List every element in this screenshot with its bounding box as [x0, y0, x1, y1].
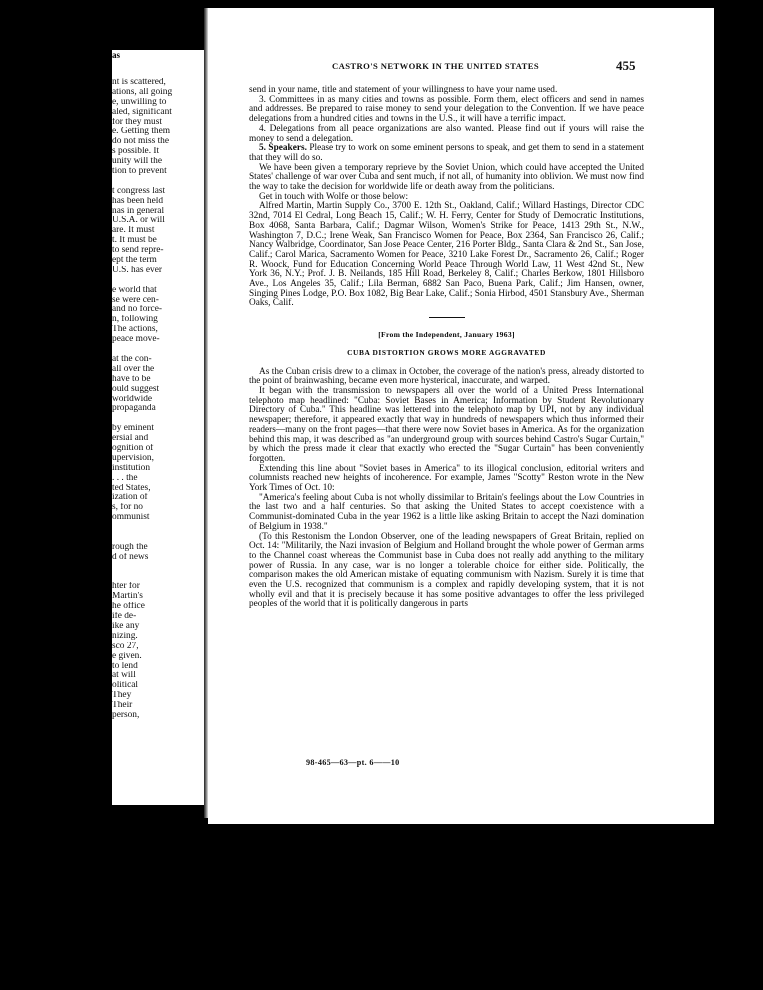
document-page	[208, 8, 714, 824]
facing-page-line: ept the term	[112, 256, 157, 266]
paragraph-contact-list: Alfred Martin, Martin Supply Co., 3700 E. 12th St., Oakland, Calif.; Willard Hastings, Director CDC 32nd, 7014 El Cedral, Long Beach 15, Calif.; W. H. Ferry, Center for Study of Democratic Institutions, Box 4068, Santa Barbara, Calif.; Dagmar Wilson, Women's Strike for Peace, 1413 29th St., N.W., Washington 7, D.C.; Irene Weak, San Francisco Women for Peace, Box 2364, San Francisco 26, Calif.; Nancy Walbridge, Coordinator, San Jose Peace Center, 216 Porter Bldg., Santa Clara & 2nd St., San Jose, Calif.; Carol Marica, Sacramento Women for Peace, 3210 Lake Forest Dr., Sacramento 26, Calif.; Roger R. Woock, Fund for Education Concerning World Peace Through World Law, 11 West 42nd St., New York 36, N.Y.; Prof. J. B. Neilands, 185 Hill Road, Berkeley 8, Calif.; Charles Berkow, 1801 Hillsboro Ave., Los Angeles 35, Calif.; Lila Berman, 6882 San Paco, Buena Park, Calif.; Jim Hansen, owner, Singing Pines Lodge, P.O. Box 1082, Big Bear Lake, Calif.; Sonia Hirbod, 4501 Stansbury Ave., Sherman Oaks, Calif.	[249, 201, 644, 309]
paragraph-delegations: 4. Delegations from all peace organizations are also wanted. Please find out if yours will raise the money to send a delegation.	[249, 123, 644, 144]
facing-page-line: n, following	[112, 315, 158, 325]
facing-page-line: and no force-	[112, 305, 162, 315]
facing-page-line: unity will the	[112, 157, 162, 167]
page-number: 455	[616, 58, 636, 73]
facing-page-line: t. It must be	[112, 236, 157, 246]
paragraph-speakers	[249, 144, 644, 163]
facing-page-line: ould suggest	[112, 384, 160, 394]
paragraph-quote-reston: "America's feeling about Cuba is not wholly dissimilar to Britain's feelings about the Low Countries in the last two and a half centuries. So that asking the United States to accept coexistence with a Communist-dominated Cuba in the year 1962 is a little like asking Britain to accept the Nazi domination of Belgium in 1938."	[249, 492, 644, 532]
facing-page-line	[112, 177, 204, 187]
facing-page-line: propaganda	[112, 404, 156, 414]
facing-page-line: se were cen-	[112, 295, 159, 305]
facing-page-line: U.S.A. or will	[112, 216, 165, 226]
facing-page-line: at will	[112, 671, 136, 681]
facing-page-text-column	[112, 78, 204, 721]
facing-page-line: d of news	[112, 552, 149, 562]
facing-page-line: Their	[112, 701, 133, 711]
facing-page-line: ife de-	[112, 612, 137, 622]
facing-page-line: rough the	[112, 542, 148, 552]
source-line: [From the Independent, January 1963]	[378, 330, 515, 340]
facing-page-line: They	[112, 691, 132, 701]
facing-page-line: s possible. It	[112, 147, 160, 157]
facing-page-line	[112, 414, 204, 424]
facing-page-line: hter for	[112, 582, 140, 592]
facing-page-line: e world that	[112, 285, 157, 295]
facing-page-line: Martin's	[112, 592, 143, 602]
paragraph-observer-reply: (To this Restonism the London Observer, one of the leading newspapers of Great Britain, replied on Oct. 14: "Militarily, the Nazi invasion of Belgium and Holland brought the whole power of German arms to the Channel coast whereas the Communist base in Cuba does not really add anything to the military power of Russia. In any case, war is no longer a tolerable choice for either side. Politically, the comparison makes the old American mistake of equating communism with Nazism. Surely it is time that even the U.S. recognized that communism is a complex and rapidly developing system, that it is not wholly evil and that it is precisely because it has some positive advantages to offer the less privileged peoples of the world that it is politically dangerous in parts	[249, 531, 644, 610]
facing-page-line: The actions,	[112, 325, 158, 335]
facing-page-line: to send repre-	[112, 246, 164, 256]
facing-page-line: worldwide	[112, 394, 153, 404]
facing-page-line: ike any	[112, 621, 140, 631]
running-title: CASTRO'S NETWORK IN THE UNITED STATES	[332, 61, 540, 71]
facing-page-line: all over the	[112, 364, 155, 374]
facing-page-line: by eminent	[112, 424, 154, 434]
facing-page-line: to lend	[112, 661, 138, 671]
facing-page-line	[112, 523, 204, 533]
running-head	[208, 60, 714, 74]
facing-page-line: nizing.	[112, 631, 138, 641]
facing-page-line: s, for no	[112, 503, 143, 513]
facing-page-line: do not miss the	[112, 137, 170, 147]
section-divider	[429, 317, 465, 318]
facing-page-line: at the con-	[112, 354, 152, 364]
speakers-text: Please try to work on some eminent persons to speak, and get them to send in a statement that they will do so.	[249, 143, 645, 163]
facing-page-line: e given.	[112, 651, 142, 661]
speakers-label: 5. Speakers.	[259, 143, 307, 154]
facing-page-line	[112, 563, 204, 573]
facing-page-line: e. Getting them	[112, 127, 171, 137]
facing-page-line: ognition of	[112, 443, 154, 453]
facing-page-line	[112, 345, 204, 355]
facing-page-line: ersial and	[112, 434, 149, 444]
facing-page-line: tion to prevent	[112, 167, 167, 177]
facing-page-line: e, unwilling to	[112, 97, 167, 107]
facing-page-line: . . . the	[112, 473, 138, 483]
paragraph-crisis: As the Cuban crisis drew to a climax in October, the coverage of the nation's press, already distorted to the point of brainwashing, became even more hysterical, inaccurate, and warped.	[249, 366, 644, 387]
paragraph-1: send in your name, title and statement of your willingness to have your name used.	[249, 85, 558, 95]
paragraph-telephoto: It began with the transmission to newspapers all over the world of a United Press International telephoto map headlined: "Cuba: Soviet Bases in America; Information by Student Revolutionary Directory of Cuba." This headline was lettered into the telephoto map by UPI, not by any individual newspaper; therefore, it appeared exactly that way in hundreds of newspapers which thus informed their readers—many on the front pages—that there were now Soviet bases in America. As for the organization behind this map, it was described as "an underground group with sources behind Castro's Sugar Curtain," by which the press made it clear that exactly who erected the "Sugar Curtain" has been conveniently forgotten.	[249, 385, 644, 464]
facing-page-line: sco 27,	[112, 641, 139, 651]
paragraph-reprieve: We have been given a temporary reprieve by the Soviet Union, which could have accepted the United States' challenge of war over Cuba and sent much, if not all, of humanity into oblivion. We must now find the way to take the decision for worldwide life or death away from the politicians.	[249, 162, 644, 193]
facing-page-line: he office	[112, 602, 145, 612]
facing-page-line	[112, 276, 204, 286]
facing-page-line: ted States,	[112, 483, 151, 493]
facing-page-line: person,	[112, 711, 140, 720]
facing-page-line	[112, 533, 204, 543]
paragraph-committees: 3. Committees in as many cities and towns as possible. Form them, elect officers and send in names and addresses. Be prepared to raise money to send your delegation to the Convention. If we have peace delegations from a hundred cities and towns in the U.S., it will have a terrific impact.	[249, 94, 644, 125]
facing-page-line: institution	[112, 463, 151, 473]
facing-page-line: olitical	[112, 681, 139, 691]
body-text	[249, 86, 644, 610]
paragraph-contact-intro: Get in touch with Wolfe or those below:	[259, 191, 409, 202]
facing-page-line: peace move-	[112, 335, 160, 345]
facing-page-line: aled, significant	[112, 107, 172, 117]
facing-page-line: ization of	[112, 493, 148, 503]
facing-page-line: for they must	[112, 117, 162, 127]
facing-page-header: as	[112, 50, 121, 60]
facing-page-line: nt is scattered,	[112, 78, 166, 87]
facing-page-line: ations, all going	[112, 87, 173, 97]
facing-page-line: nas in general	[112, 206, 165, 216]
article-title: CUBA DISTORTION GROWS MORE AGGRAVATED	[347, 347, 546, 357]
paragraph-extending: Extending this line about "Soviet bases in America" to its illogical conclusion, editorial writers and columnists reached new heights of incoherence. For example, James "Scotty" Reston wrote in the New York Times of Oct. 10:	[249, 463, 644, 494]
facing-page-line: are. It must	[112, 226, 155, 236]
facing-page-fragment	[112, 50, 204, 805]
facing-page-line: t congress last	[112, 186, 166, 196]
footer-code: 98-465—63—pt. 6——10	[306, 758, 400, 767]
facing-page-line: U.S. has ever	[112, 265, 162, 275]
facing-page-line: has been held	[112, 196, 164, 206]
facing-page-line: upervision,	[112, 453, 154, 463]
facing-page-line: ommunist	[112, 513, 150, 523]
facing-page-line: have to be	[112, 374, 151, 384]
facing-page-line	[112, 573, 204, 583]
